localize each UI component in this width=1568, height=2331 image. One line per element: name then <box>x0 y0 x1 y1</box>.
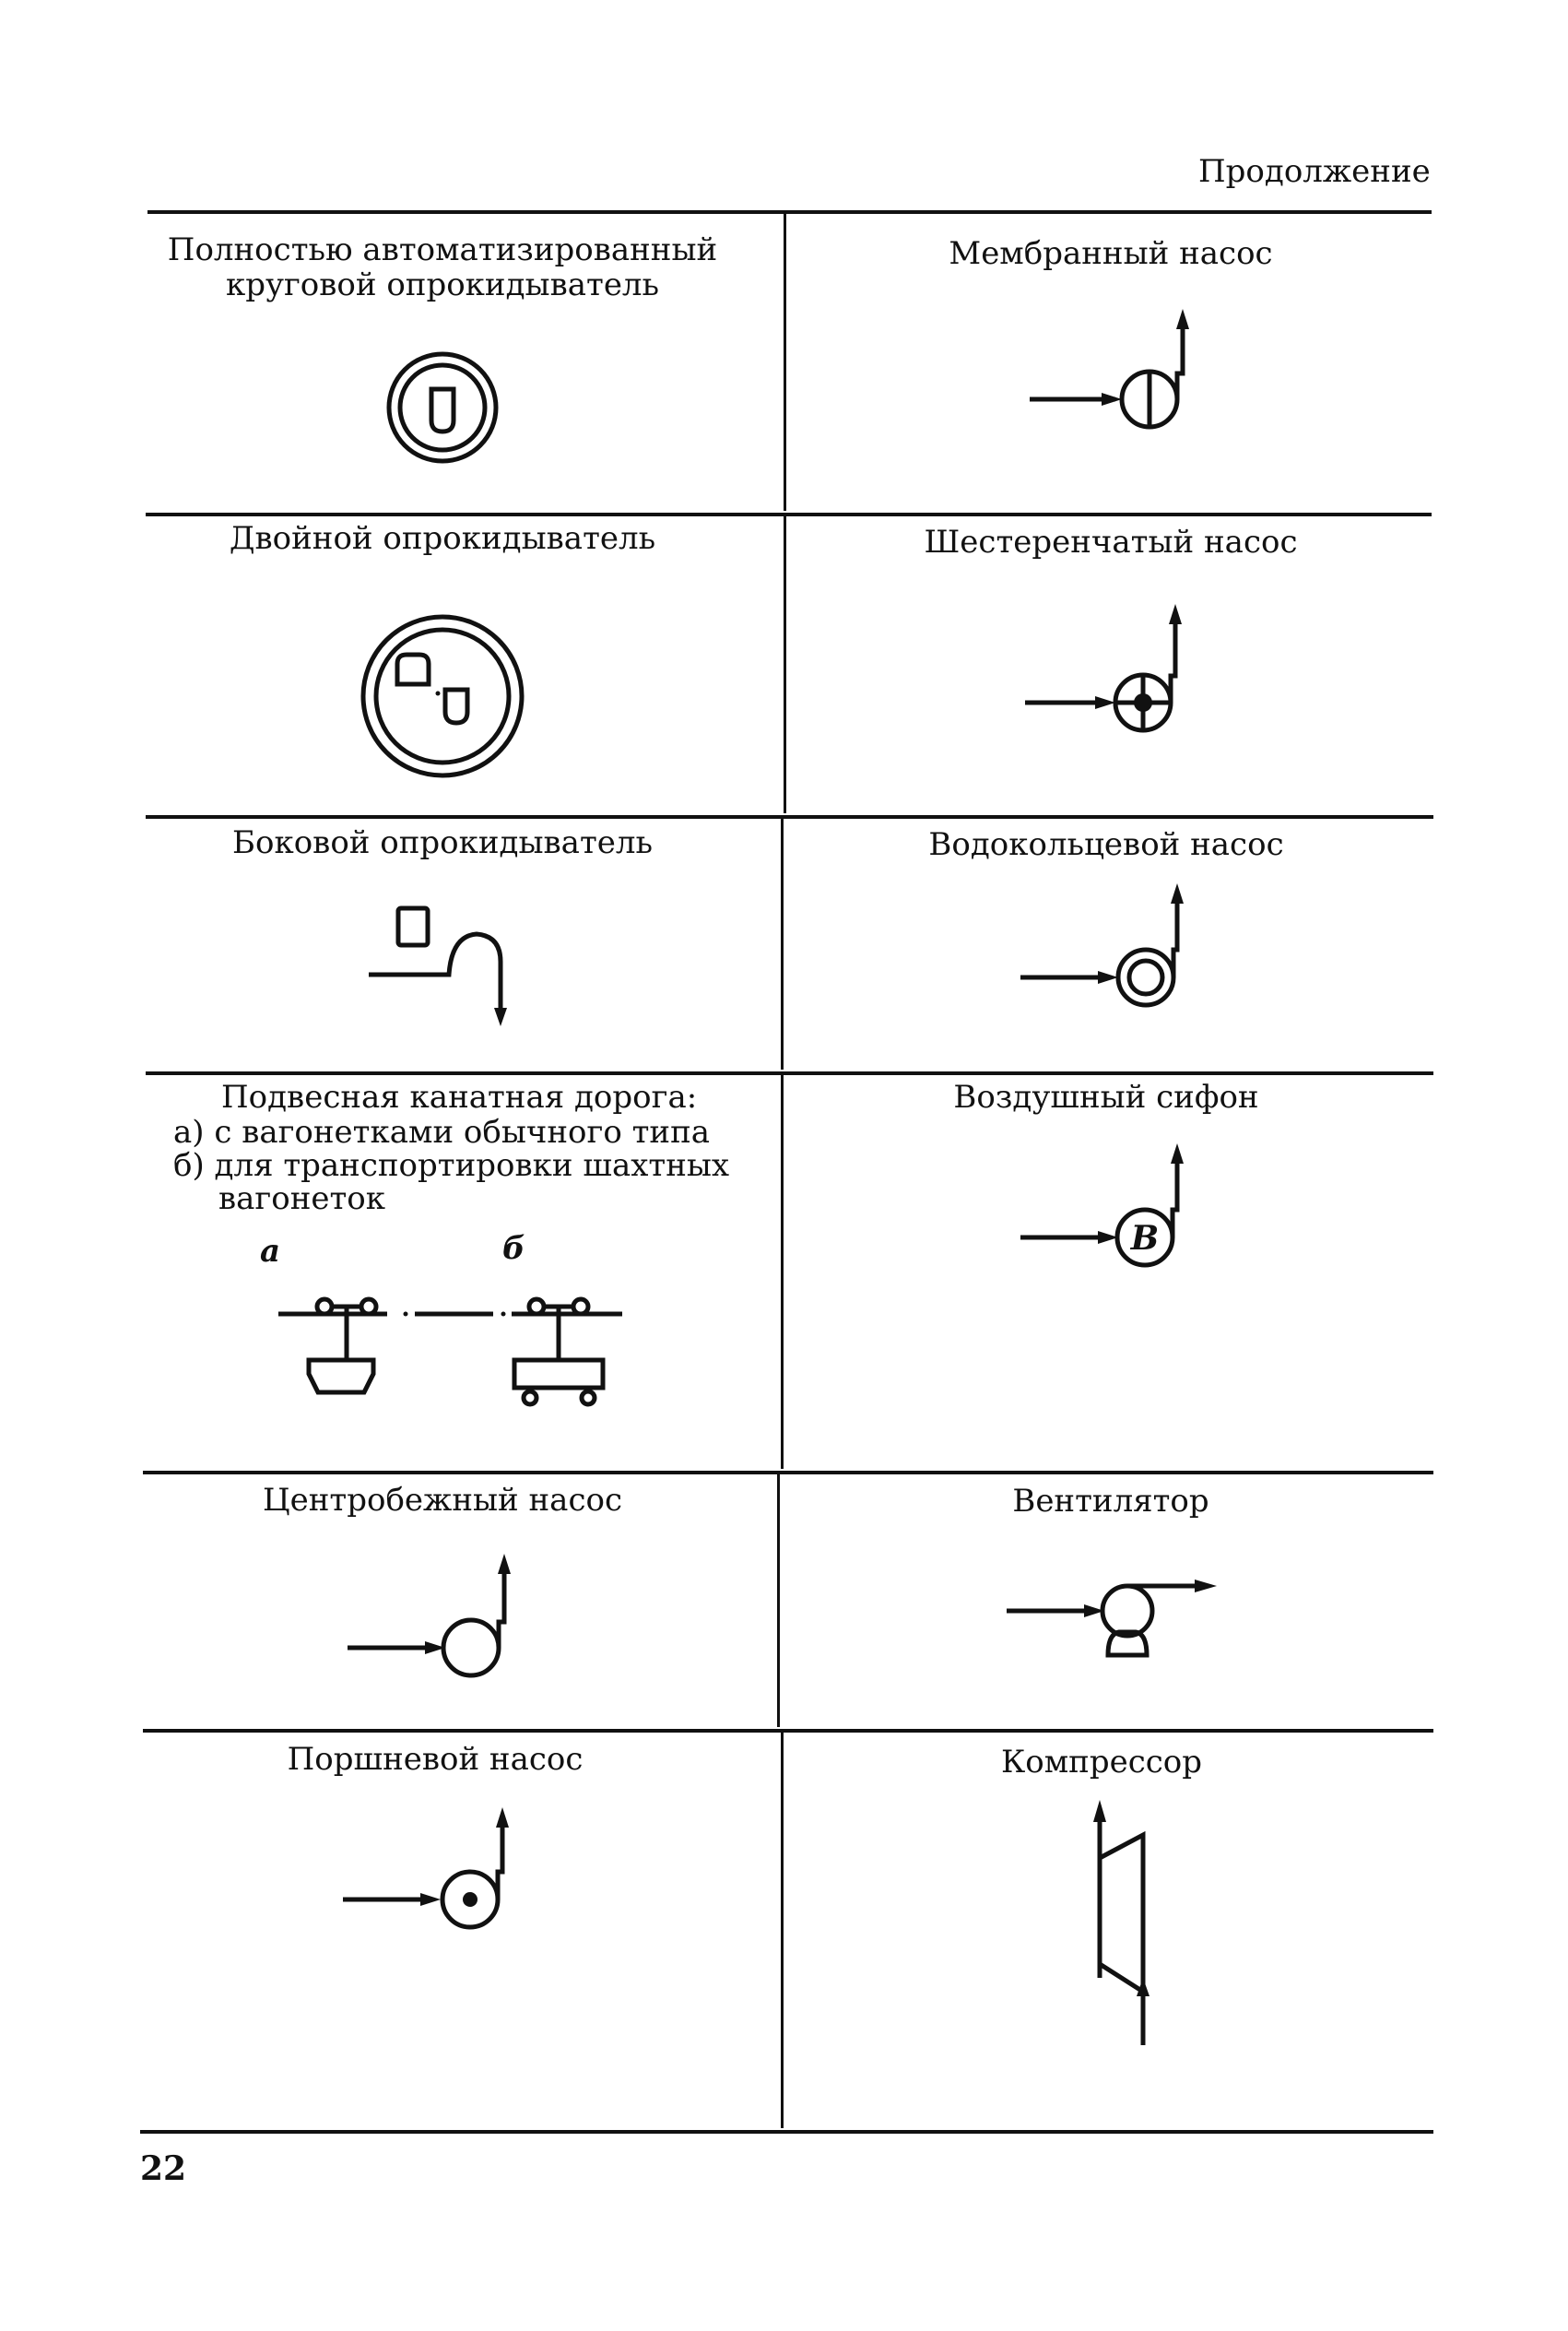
siphon-letter: B <box>1130 1219 1160 1258</box>
table-bottom-rule <box>140 2130 1433 2134</box>
full-auto-circular-tipper-icon <box>378 343 507 472</box>
row-divider <box>146 815 1433 819</box>
piston-pump-icon <box>341 1807 525 1936</box>
variant-label-b: б <box>502 1230 525 1267</box>
centrifugal-pump-icon <box>346 1554 530 1683</box>
cell-caption-line: Двойной опрокидыватель <box>229 520 656 557</box>
gear-pump-icon <box>1023 604 1208 742</box>
cell-caption-line: круговой опрокидыватель <box>225 266 660 303</box>
cell-caption-line: Центробежный насос <box>262 1482 623 1519</box>
page-number: 22 <box>140 2149 187 2188</box>
cell-caption-line: Боковой опрокидыватель <box>232 824 653 861</box>
cell-caption-line: Поршневой насос <box>287 1741 584 1778</box>
column-divider <box>777 1474 780 1727</box>
continuation-label: Продолжение <box>1198 153 1431 190</box>
side-tipper-icon <box>364 899 548 1037</box>
cell-list-item: вагонеток <box>218 1180 386 1217</box>
cell-caption-line: Подвесная канатная дорога: <box>221 1079 698 1116</box>
compressor-icon <box>1069 1798 1180 2056</box>
cell-caption-line: Воздушный сифон <box>953 1079 1259 1116</box>
fan-icon <box>1005 1558 1226 1660</box>
air-siphon-icon <box>1019 1143 1203 1282</box>
column-divider <box>784 214 786 511</box>
column-divider <box>781 819 784 1070</box>
cell-caption-line: Компрессор <box>1000 1744 1203 1781</box>
aerial-ropeway-icon <box>277 1282 627 1411</box>
row-divider <box>146 513 1432 516</box>
cell-caption-line: Мембранный насос <box>949 235 1273 272</box>
cell-list-item: а) с вагонетками обычного типа <box>173 1114 711 1151</box>
column-divider <box>784 516 786 813</box>
cell-caption-line: Водокольцевой насос <box>928 826 1284 863</box>
variant-label-a: а <box>260 1233 281 1270</box>
double-tipper-icon <box>355 609 530 784</box>
column-divider <box>781 1733 784 2128</box>
cell-caption-line: Вентилятор <box>1012 1483 1209 1520</box>
water-ring-pump-icon <box>1019 883 1203 1022</box>
column-divider <box>781 1075 784 1469</box>
row-divider <box>143 1471 1433 1474</box>
table-top-rule <box>147 210 1432 214</box>
cell-caption-line: Полностью автоматизированный <box>167 231 718 268</box>
cell-caption-line: Шестеренчатый насос <box>924 524 1298 561</box>
row-divider <box>143 1729 1433 1733</box>
row-divider <box>146 1071 1433 1075</box>
cell-list-item: б) для транспортировки шахтных <box>173 1147 730 1184</box>
diaphragm-pump-icon <box>1028 309 1212 438</box>
